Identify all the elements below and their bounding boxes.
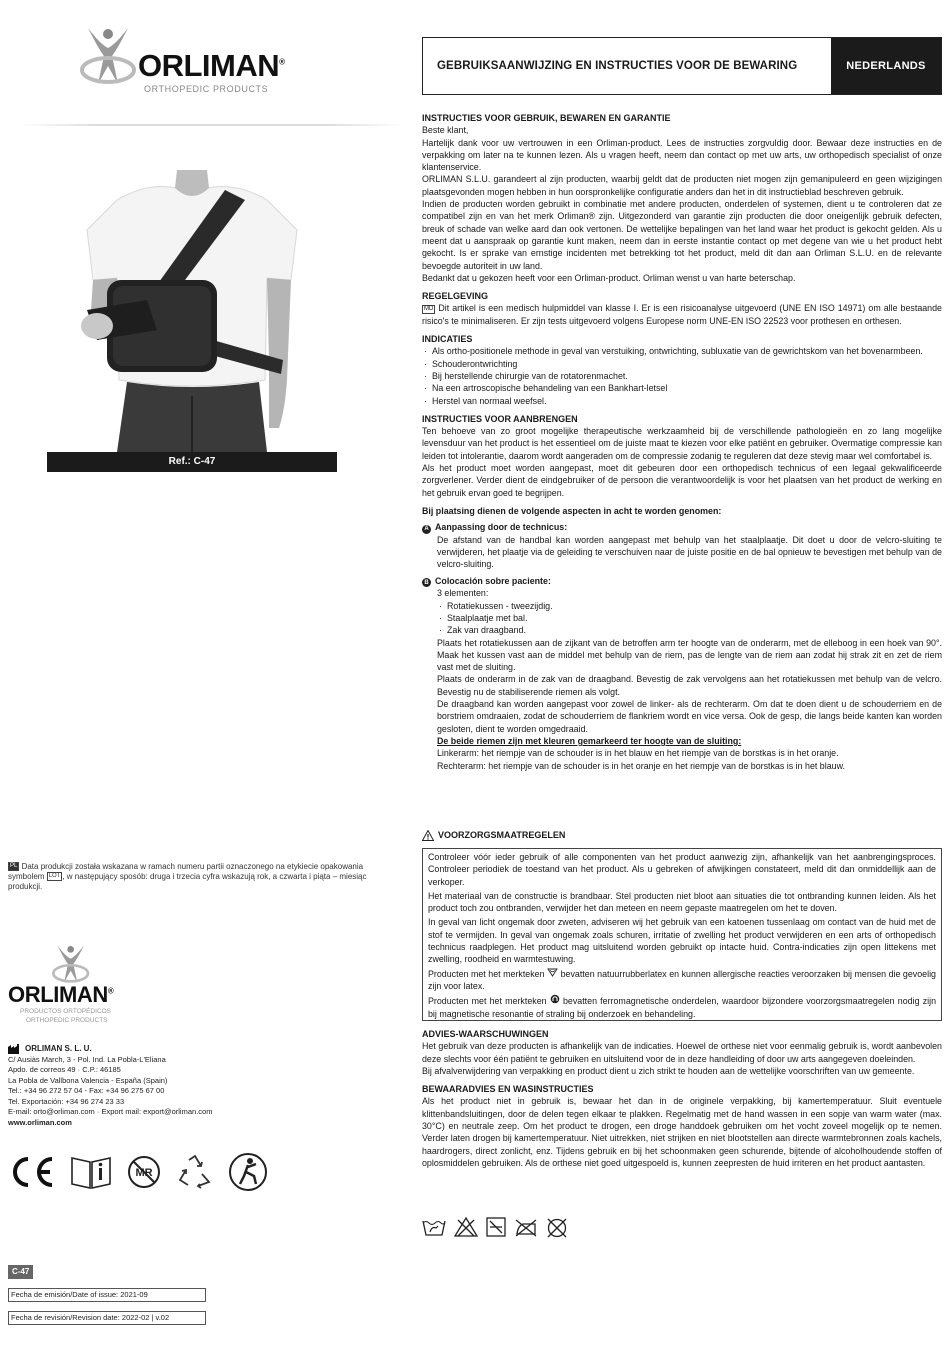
precautions-heading: VOORZORGSMAATREGELEN: [438, 830, 566, 840]
apply-heading: INSTRUCTIES VOOR AANBRENGEN: [422, 413, 578, 424]
storage-paragraph: Als het product niet in gebruik is, bewaar het dan in de originele verpakking, bij kamertemperatuur. Sluit eventuele klittenbandsluitingen, door de delen tegen elkaar te plakken. Regelmatig met de hand wassen in een sopje van warm water (max. 30°C) en neutrale zeep. Om het product te drogen, een droge handdoek gebruiken om het vocht zoveel mogelijk op te nemen. Verder laten drogen bij kamertemperatuur. Niet uitrekken, niet strijken en niet blootstellen aan directe warmtebronnen zoals kachels, haardrogers, direct zonlicht, enz. Tijdens gebruik en bij het schoonmaken geen schurende, bijtende of alcoholhoudende stoffen of oplosmiddelen gebruiken. Als de orthese niet goed uitgespoeld is, kunnen zeepresten de huid irriteren en het product aantasten.: [422, 1096, 942, 1168]
advice-paragraph: Bij afvalverwijdering van verpakking en product dient u zich strikt te houden aan de wettelijke voorschriften van uw gemeente.: [422, 1065, 915, 1076]
recycle-icon: [176, 1154, 214, 1190]
precautions-heading-row: [422, 829, 942, 841]
step-b-text: Plaats het rotatiekussen aan de zijkant van de betroffen arm ter hoogte van de onderarm, met de elleboog in een hoek van 90°. Maak het kussen vast aan de middel met behulp van de riem, pas de lengte van de riem aan zodat hij strak zit en zet de riem vast met de sluiting.: [437, 637, 942, 673]
brand-tagline: ORTHOPEDIC PRODUCTS: [26, 1017, 108, 1024]
storage-heading: BEWAARADVIES EN WASINSTRUCTIES: [422, 1084, 594, 1095]
step-a-text: De afstand van de handbal kan worden aangepast met behulp van het staalplaatje. Dit doet u door de velcro-sluiting te verwijderen, het plaatje via de geleiding te verschuiven naar de juiste positie en de bal opnieuw te bevestigen met behulp van de velcro-sluiting.: [437, 534, 942, 570]
list-item: · Bij herstellende chirurgie van de rotatorenmachet.: [422, 370, 942, 382]
intro-paragraph: Hartelijk dank voor uw vertrouwen in een Orliman-product. Lees de instructies zorgvuldig door. Bewaar deze instructies en de verpakking om later na te kunnen lezen. Als u vragen heeft, neem dan contact op met uw arts, uw orthopedisch specialist of onze klantenservice.: [422, 137, 942, 173]
company-email: E-mail: orto@orliman.com · Export mail: export@orliman.com: [8, 1107, 213, 1116]
step-b-title: Colocación sobre paciente:: [435, 575, 551, 586]
precaution-paragraph: Het materiaal van de constructie is brandbaar. Stel producten niet bloot aan situaties die tot ontbranding kunnen leiden. Als het product toch zou ontbranden, verwijder het dan meteen en neem gepaste maatregelen om het te doven.: [428, 890, 936, 914]
no-iron-icon: [514, 1217, 538, 1237]
apply-paragraph: Als het product moet worden aangepast, moet dit gebeuren door een orthopedisch technicus of een legaal gekwalificeerde zorgverlener. Verder dient de eindgebruiker of de persoon die verantwoordelijk is voor het plaatsen van het product de werking en het gebruik ervan goed te begrijpen.: [422, 463, 942, 498]
company-address-line: C/ Ausiàs March, 3 - Pol. Ind. La Pobla-L'Eliana: [8, 1054, 166, 1064]
no-dry-clean-icon: [546, 1217, 568, 1239]
step-a: [422, 521, 942, 571]
step-b: [422, 575, 942, 772]
strap-color-right: Rechterarm: het riempje van de schouder is in het oranje en het riempje van de borstkas is in het blauw.: [437, 760, 845, 771]
strap-colors-heading: De beide riemen zijn met kleuren gemarkeerd ter hoogte van de sluiting:: [437, 735, 742, 746]
brand-name: ORLIMAN®: [138, 48, 285, 83]
document-title: GEBRUIKSAANWIJZING EN INSTRUCTIES VOOR DE BEWARING: [437, 60, 798, 72]
company-website: www.orliman.com: [8, 1117, 72, 1127]
strap-color-left: Linkerarm: het riempje van de schouder is in het blauw en het riempje van de borstkas is in het oranje.: [437, 748, 839, 759]
intro-paragraph: Bedankt dat u gekozen heeft voor een Orliman-product. Orliman wenst u van harte beterschap.: [422, 272, 796, 283]
brand-name: ORLIMAN®: [8, 982, 114, 1007]
company-address-line: La Pobla de Vallbona Valencia - España (Spain): [8, 1075, 168, 1085]
indications-heading: INDICATIES: [422, 334, 473, 345]
list-item: · Als ortho-positionele methode in geval van verstuiking, ontwrichting, subluxatie van de gewrichtskom van het bovenarmbeen.: [422, 345, 942, 357]
ce-mark-icon: [8, 1156, 56, 1188]
manufacturer-icon: [8, 1044, 21, 1054]
divider: [20, 124, 405, 126]
brand-tagline-es: PRODUCTOS ORTOPÉDICOS: [20, 1008, 112, 1015]
intro-paragraph: Indien de producten worden gebruikt in combinatie met andere producten, onderdelen of systemen, dient u te controleren dat ze compatibel zijn en van het merk Orliman® zijn. Uitgezonderd van garantie zijn producten die door oneigenlijk gebruik defecten, breuk of schade van welke aard dan ook vertonen. De wettelijke bepalingen van het land waar het product is gekocht gelden. Als u meent dat u aanspraak op garantie kunt maken, neem dan in eerste instantie contact op met degene van wie u het product hebt gekocht. Is er sprake van ernstige incidenten met betrekking tot het product, meld dit dan aan Orliman S.L.U. en de relevante bevoegde autoriteit in uw land.: [422, 199, 942, 271]
company-export-phone: Tel. Exportación: +34 96 274 23 33: [8, 1096, 125, 1106]
company-phone: Tel.: +34 96 272 57 04 - Fax: +34 96 275 67 00: [8, 1086, 165, 1095]
lot-symbol: LOT: [48, 873, 61, 880]
list-item: · Rotatiekussen - tweezijdig.: [437, 600, 942, 612]
document-header: [422, 37, 942, 95]
intro-paragraph: Beste klant,: [422, 125, 469, 136]
regulation-heading: REGELGEVING: [422, 291, 489, 302]
care-symbols: [422, 1217, 568, 1239]
list-item: · Zak van draagband.: [437, 624, 942, 636]
latex-icon: [547, 968, 558, 977]
step-b-elements: [422, 600, 942, 637]
precautions-box: [422, 848, 942, 1021]
company-address-line: Apdo. de correos 49 · C.P.: 46185: [8, 1065, 121, 1074]
list-item: · Herstel van normaal weefsel.: [422, 395, 942, 407]
company-info: [8, 1044, 308, 1128]
ferromagnetic-warning: Producten met het merkteken bevatten ferromagnetische onderdelen, waardoor bijzondere voorzorgsmaatregelen nodig zijn bij magnetische resonantie of straling bij onderzoek en behandeling.: [428, 996, 937, 1019]
attention-note: Bij plaatsing dienen de volgende aspecten in acht te worden genomen:: [422, 505, 722, 516]
dry-flat-icon: [486, 1217, 506, 1237]
issue-date: Fecha de emisión/Date of issue: 2021-09: [8, 1288, 206, 1302]
product-code: C-47: [8, 1265, 33, 1279]
precaution-paragraph: In geval van licht ongemak door zweten, adviseren wij het gebruik van een katoenen tussenlaag om contact van de huid met de stof te vermijden. In geval van ongemak zoals schuren, irritatie of zwelling het product verwijderen en een arts of orthopedisch technicus raadplegen. Het product mag uitsluitend worden gebruikt op intacte huid. Contra-indicaties zijn open littekens met zwelling, roodheid en warmtestuwing.: [428, 917, 936, 965]
step-b-badge: B: [422, 578, 431, 587]
precaution-paragraph: Controleer vóór ieder gebruik of alle componenten van het product aanwezig zijn, afhankelijk van het aanbrengingsproces. Controleer periodiek de toestand van het product. Als u gebreken of afwijkingen constateert, meld dit dan onmiddellijk aan de verkoper.: [428, 852, 936, 887]
pl-language-tag: PL: [10, 863, 18, 870]
step-a-title: Aanpassing door de technicus:: [435, 522, 568, 533]
warning-icon: [422, 830, 434, 841]
step-b-text: Plaats de onderarm in de zak van de draagband. Bevestig de zak vervolgens aan het rotatiekussen met behulp van de velcro. Bevestig nu de stabiliserende riemen als volgt.: [437, 674, 942, 697]
orliman-figure-icon: [78, 26, 136, 86]
orliman-logo: [78, 26, 318, 100]
regulation-paragraph: MD Dit artikel is een medisch hulpmiddel van klasse I. Er is een risicoanalyse uitgevoerd (UNE EN ISO 14971) om alle bestaande risico's te minimaliseren. Er zijn tests uitgevoerd volgens Europese norm UNE-EN ISO 22523 voor prothesen en orthesen.: [422, 303, 942, 326]
list-item: · Schouderontwrichting: [422, 358, 942, 370]
product-photo: [47, 160, 337, 452]
brand-tagline: ORTHOPEDIC PRODUCTS: [144, 84, 269, 94]
md-symbol: MD: [424, 305, 434, 312]
orliman-figure-icon: [50, 944, 90, 984]
dispose-bin-icon: [228, 1152, 268, 1192]
orliman-logo-bottom: [8, 944, 138, 1034]
svg-text:MR: MR: [135, 1167, 153, 1179]
instructions-manual-icon: [70, 1154, 112, 1190]
product-reference: Ref.: C-47: [47, 452, 337, 472]
regulatory-symbols: [8, 1150, 288, 1194]
main-text-lower: [422, 1028, 942, 1169]
step-a-badge: A: [422, 525, 431, 534]
language-label: NEDERLANDS: [831, 38, 941, 94]
advice-paragraph: Het gebruik van deze producten is afhankelijk van de indicaties. Hoewel de orthese niet voor eenmalig gebruik is, wordt aanbevolen deze slechts voor één patiënt te gebruiken en uitsluitend voor de in deze handleiding of door uw arts aangegeven doeleinden.: [422, 1041, 942, 1064]
mr-unsafe-icon: [126, 1154, 162, 1190]
intro-heading: INSTRUCTIES VOOR GEBRUIK, BEWAREN EN GARANTIE: [422, 113, 671, 123]
apply-paragraph: Ten behoeve van zo groot mogelijke therapeutische werkzaamheid bij de verschillende pathologieën en zo lang mogelijke levensduur van het product is het essentieel om de juiste maat te kiezen voor elke patiënt en gebruiker. Overmatige compressie kan leiden tot intolerantie, daarom wordt aangeraden om de compressie zodanig te reguleren dat deze stevig maar wel comfortabel is.: [422, 426, 942, 461]
intro-paragraph: ORLIMAN S.L.U. garandeert al zijn producten, waarbij geldt dat de producten niet mogen zijn gemanipuleerd en geen wijzigingen plaatsgevonden mogen hebben in hun oorspronkelijke configuratie anders dan het in dit instructieblad beschreven gebruik.: [422, 174, 942, 197]
company-name: ORLIMAN S. L. U.: [8, 1044, 308, 1055]
revision-date: Fecha de revisión/Revision date: 2022-02 | v.02: [8, 1311, 206, 1325]
list-item: · Staalplaatje met bal.: [437, 612, 942, 624]
magnetic-icon: [550, 994, 560, 1004]
latex-warning: Producten met het merkteken bevatten natuurrubberlatex en kunnen allergische reacties veroorzaken bij mensen die gevoelig zijn voor latex.: [428, 968, 936, 991]
hand-wash-icon: [422, 1217, 446, 1237]
indications-list: [422, 345, 942, 406]
polish-production-note: PL Data produkcji została wskazana w ramach numeru partii oznaczonego na etykiecie opakowania symbolem LOT , w następujący sposób: druga i trzecia cyfra wskazują rok, a czwarta i piąta – miesiąc produkcji.: [8, 862, 367, 891]
no-bleach-icon: [454, 1217, 478, 1237]
list-item: · Na een artroscopische behandeling van een Bankhart-letsel: [422, 382, 942, 394]
step-b-text: De draagband kan worden aangepast voor zowel de linker- als de rechterarm. Om dat te doen dient u de schouderriem en de borstriem omdraaien, zodat de schouderriem de flankriem wordt en vice versa. Ook de gesp, die langs beide kanten kan worden gesloten, dient te worden omgedraaid.: [437, 699, 942, 734]
advice-heading: ADVIES-WAARSCHUWINGEN: [422, 1029, 549, 1039]
main-text-upper: [422, 112, 942, 772]
step-b-intro: 3 elementen:: [437, 588, 489, 599]
